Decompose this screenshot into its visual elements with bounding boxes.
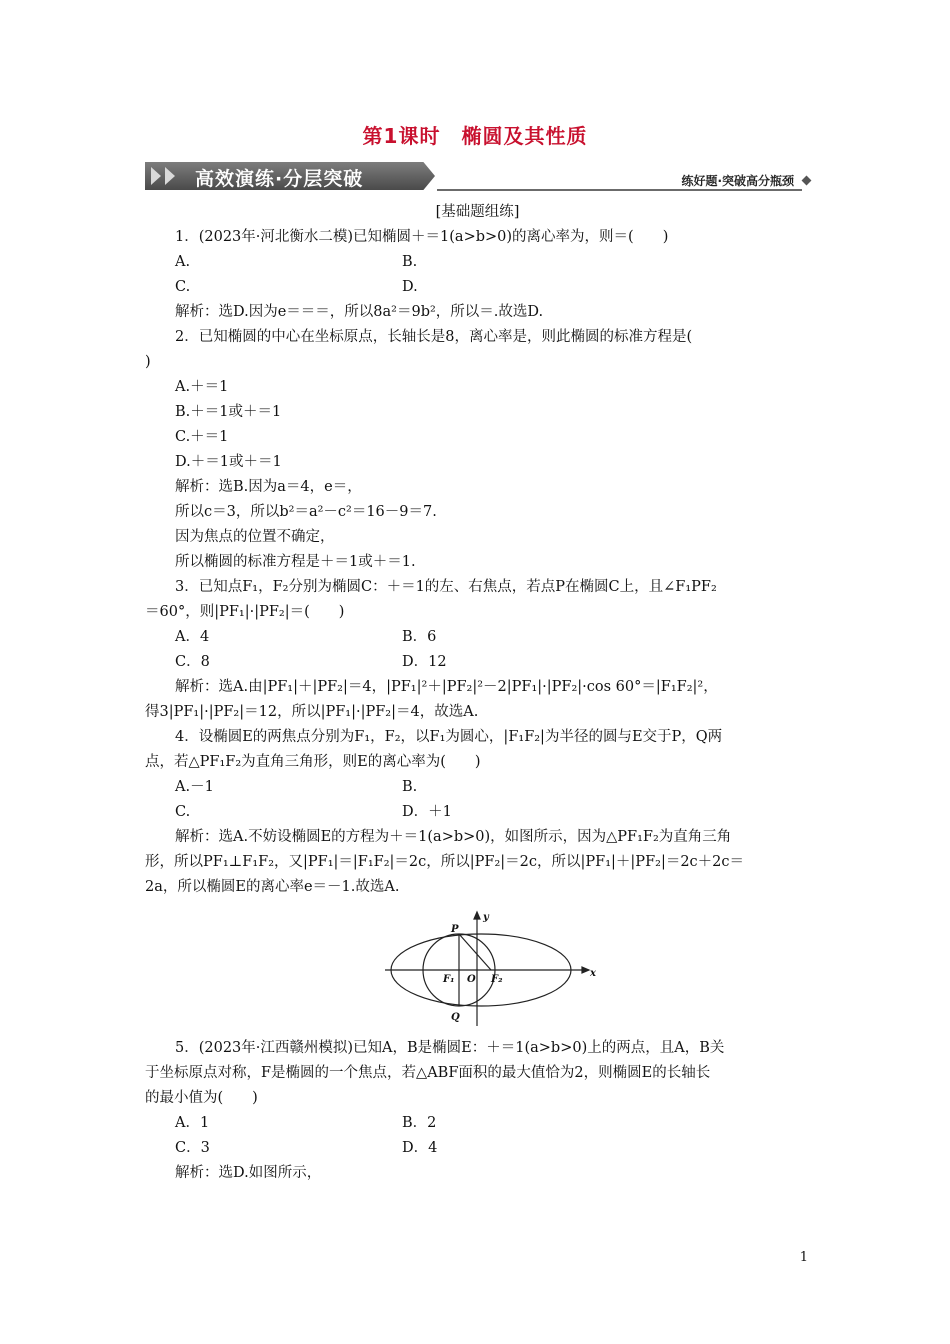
option-a: A.－1 bbox=[175, 779, 214, 795]
banner-divider bbox=[437, 189, 802, 191]
question-4-solution: 解析：选A.不妨设椭圆E的方程为＋＝1(a>b>0)，如图所示，因为△PF₁F₂为直角三角 bbox=[175, 829, 732, 845]
question-3-options-row2 bbox=[145, 650, 810, 675]
question-2-solution-line: 所以椭圆的标准方程是＋＝1或＋＝1. bbox=[175, 554, 416, 570]
y-axis-arrow bbox=[474, 912, 480, 919]
section-banner bbox=[145, 158, 810, 194]
option-d: D. bbox=[402, 279, 418, 295]
question-2-solution-line: 所以c＝3，所以b²＝a²－c²＝16－9＝7. bbox=[175, 504, 437, 520]
option-c: C. bbox=[175, 804, 191, 820]
question-5-stem-cont: 于坐标原点对称，F是椭圆的一个焦点，若△ABF面积的最大值恰为2，则椭圆E的长轴长 bbox=[145, 1065, 711, 1081]
question-4-stem: 4．设椭圆E的两焦点分别为F₁，F₂，以F₁为圆心，|F₁F₂|为半径的圆与E交于P，Q两 bbox=[175, 729, 723, 745]
banner-slogan: 练好题·突破高分瓶颈 bbox=[681, 174, 794, 188]
option-b: B.＋＝1或＋＝1 bbox=[175, 404, 282, 420]
question-4-options-row1 bbox=[145, 775, 810, 800]
option-d: D．12 bbox=[402, 654, 447, 670]
ellipse-diagram bbox=[145, 908, 810, 1026]
page-number: 1 bbox=[799, 1250, 808, 1265]
question-4-solution-cont: 形，所以PF₁⊥F₁F₂，又|PF₁|＝|F₁F₂|＝2c，所以|PF₂|＝2c，所以|PF₁|＋|PF₂|＝2c＋2c＝ bbox=[145, 854, 745, 870]
option-c: C.＋＝1 bbox=[175, 429, 229, 445]
label-y: y bbox=[483, 912, 489, 923]
question-2-solution-line: 因为焦点的位置不确定， bbox=[175, 529, 335, 545]
label-x: x bbox=[590, 968, 596, 979]
label-f1: F₁ bbox=[443, 974, 455, 985]
question-2-stem-cont: ) bbox=[145, 354, 151, 370]
line-pf2 bbox=[459, 934, 491, 970]
question-5-stem-cont: 的最小值为( ) bbox=[145, 1090, 258, 1106]
page-title: 第1课时 椭圆及其性质 bbox=[362, 124, 588, 148]
question-1-stem: 1．(2023年·河北衡水二模)已知椭圆＋＝1(a>b>0)的离心率为，则＝( ) bbox=[175, 229, 669, 245]
question-3-stem-cont: ＝60°，则|PF₁|·|PF₂|＝( ) bbox=[145, 604, 345, 620]
option-d: D．4 bbox=[402, 1140, 438, 1156]
question-3-stem: 3．已知点F₁，F₂分别为椭圆C：＋＝1的左、右焦点，若点P在椭圆C上，且∠F₁PF₂ bbox=[175, 579, 717, 595]
question-3-options-row1 bbox=[145, 625, 810, 650]
option-d: D．＋1 bbox=[402, 804, 452, 820]
question-4-solution-cont: 2a，所以椭圆E的离心率e＝－1.故选A. bbox=[145, 879, 400, 895]
question-1-solution: 解析：选D.因为e＝＝＝，所以8a²＝9b²，所以＝.故选D. bbox=[175, 304, 544, 320]
question-3-solution-cont: 得3|PF₁|·|PF₂|＝12，所以|PF₁|·|PF₂|＝4，故选A. bbox=[145, 704, 479, 720]
question-1-options-row1 bbox=[145, 250, 810, 275]
option-b: B. bbox=[402, 779, 418, 795]
banner-title: 高效演练·分层突破 bbox=[195, 168, 364, 190]
option-c: C．3 bbox=[175, 1140, 210, 1156]
option-c: C．8 bbox=[175, 654, 210, 670]
question-5-options-row2 bbox=[145, 1136, 810, 1161]
question-5-options-row1 bbox=[145, 1111, 810, 1136]
question-5-solution: 解析：选D.如图所示， bbox=[175, 1165, 322, 1181]
question-4-stem-cont: 点，若△PF₁F₂为直角三角形，则E的离心率为( ) bbox=[145, 754, 481, 770]
document-body bbox=[145, 200, 810, 1186]
option-a: A. bbox=[175, 254, 191, 270]
chevron-right-icon bbox=[165, 167, 175, 185]
question-2-solution: 解析：选B.因为a＝4，e＝， bbox=[175, 479, 362, 495]
question-3-solution: 解析：选A.由|PF₁|＋|PF₂|＝4，|PF₁|²＋|PF₂|²－2|PF₁|·|PF₂|·cos 60°＝|F₁F₂|²， bbox=[175, 679, 718, 695]
question-2-stem: 2．已知椭圆的中心在坐标原点，长轴长是8，离心率是，则此椭圆的标准方程是( bbox=[175, 329, 693, 345]
option-b: B．6 bbox=[402, 629, 437, 645]
question-1-options-row2 bbox=[145, 275, 810, 300]
ellipse-figure bbox=[145, 908, 810, 1026]
section-heading: [基础题组练] bbox=[435, 204, 520, 220]
diamond-icon bbox=[802, 176, 812, 186]
label-q: Q bbox=[451, 1012, 460, 1023]
option-a: A．1 bbox=[175, 1115, 210, 1131]
option-a: A.＋＝1 bbox=[175, 379, 229, 395]
option-a: A．4 bbox=[175, 629, 210, 645]
x-axis-arrow bbox=[582, 967, 589, 973]
option-c: C. bbox=[175, 279, 191, 295]
option-b: B. bbox=[402, 254, 418, 270]
question-5-stem: 5．(2023年·江西赣州模拟)已知A，B是椭圆E：＋＝1(a>b>0)上的两点，且A，B关 bbox=[175, 1040, 725, 1056]
option-b: B．2 bbox=[402, 1115, 437, 1131]
label-p: P bbox=[451, 924, 459, 935]
label-f2: F₂ bbox=[491, 974, 503, 985]
label-o: O bbox=[467, 974, 476, 985]
chevron-right-icon bbox=[151, 167, 161, 185]
option-d: D.＋＝1或＋＝1 bbox=[175, 454, 282, 470]
question-4-options-row2 bbox=[145, 800, 810, 825]
